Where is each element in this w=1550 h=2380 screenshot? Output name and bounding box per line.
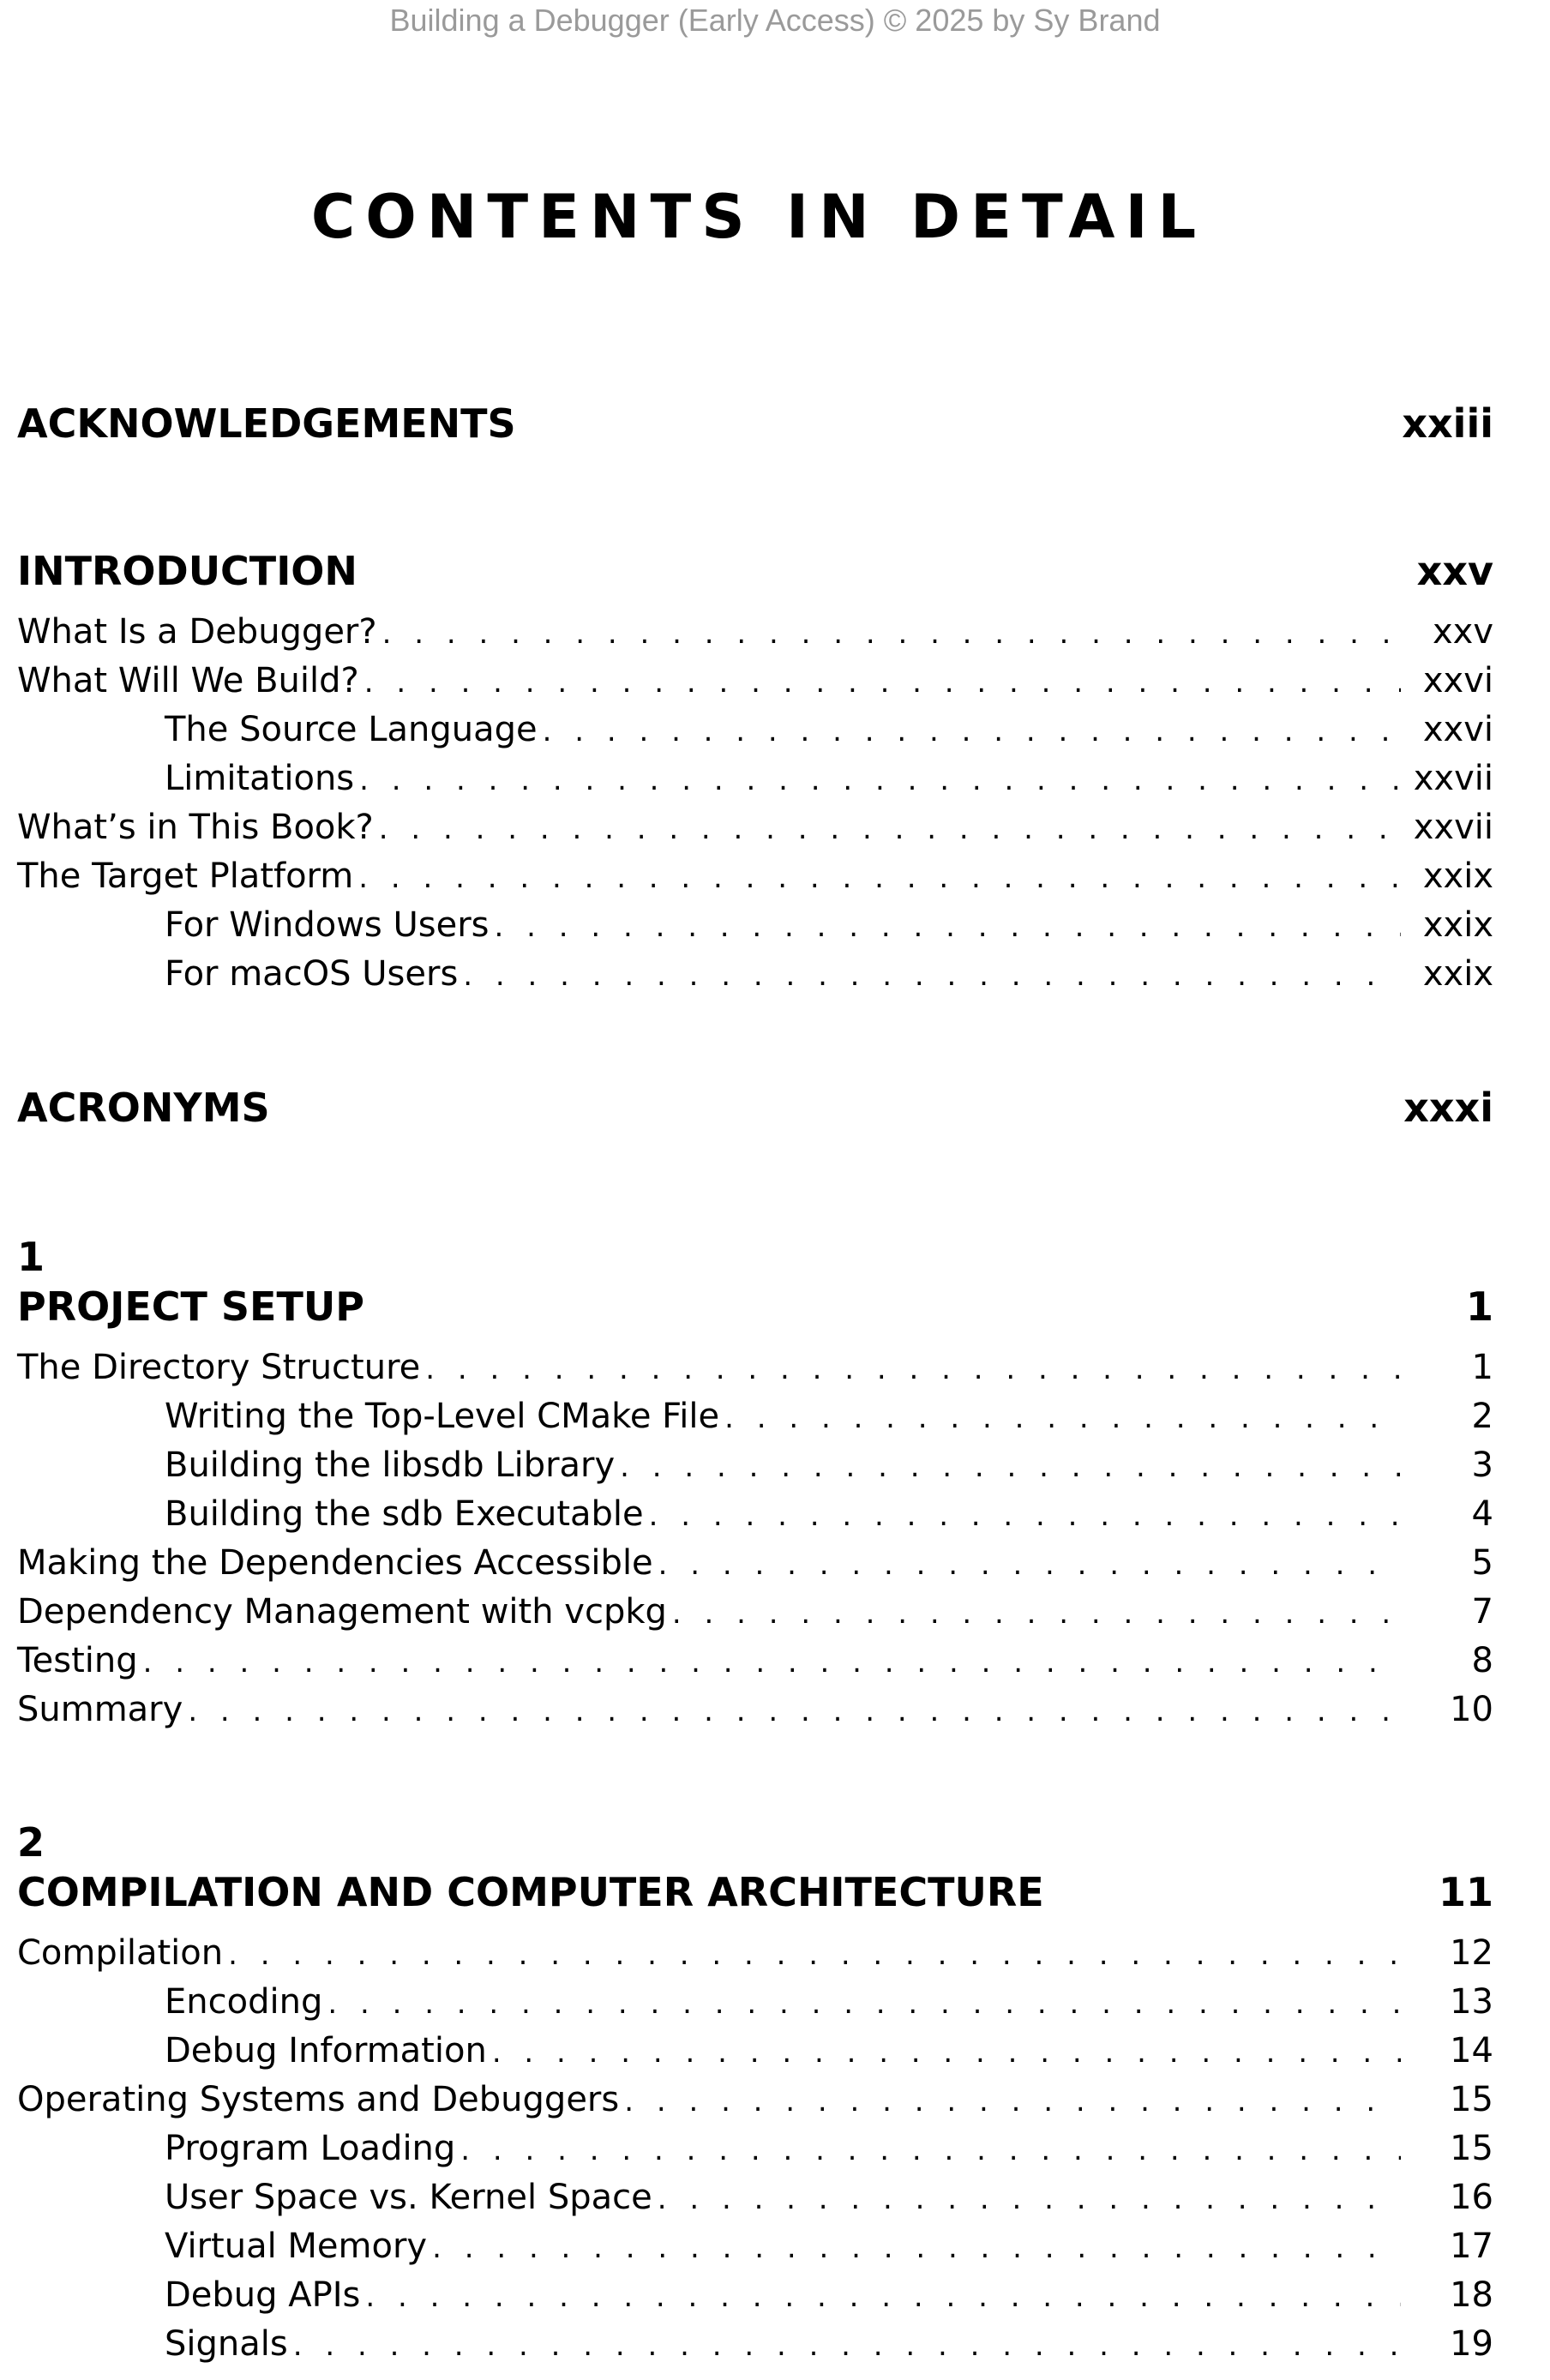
toc-chapter	[17, 545, 1493, 999]
dot-leader	[463, 952, 1401, 1001]
chapter-title: ACKNOWLEDGEMENTS	[17, 400, 516, 447]
watermark: Building a Debugger (Early Access) © 2025 by Sy Brand	[389, 3, 1161, 38]
chapter-page: xxv	[1416, 548, 1493, 594]
entry-page: xxvii	[1413, 759, 1493, 798]
dot-leader	[365, 2273, 1401, 2322]
entry-page: 12	[1450, 1933, 1493, 1973]
entry-title: Signals	[165, 2324, 288, 2364]
dot-leader	[620, 1443, 1401, 1492]
entry-title: Limitations	[165, 759, 355, 798]
entry-page: 8	[1471, 1641, 1493, 1680]
entry-title: The Source Language	[165, 710, 538, 749]
chapter-title: INTRODUCTION	[17, 548, 357, 594]
dot-leader	[492, 2028, 1401, 2077]
entry-page: 4	[1471, 1494, 1493, 1534]
toc-subentry[interactable]	[17, 2320, 1493, 2369]
entry-title: The Target Platform	[17, 856, 354, 896]
chapter-number: 1	[17, 1234, 45, 1280]
entry-title: Program Loading	[165, 2129, 456, 2168]
entry-page: xxv	[1432, 612, 1493, 652]
entry-page: 17	[1450, 2227, 1493, 2266]
toc-subentry[interactable]	[17, 2027, 1493, 2076]
entry-title: Virtual Memory	[165, 2227, 428, 2266]
toc-chapter	[17, 1233, 1493, 1734]
toc-subentry[interactable]	[17, 2173, 1493, 2222]
entry-title: The Directory Structure	[17, 1348, 421, 1387]
chapter-heading[interactable]	[17, 398, 1493, 449]
toc-subentry[interactable]	[17, 1978, 1493, 2027]
entry-page: xxix	[1422, 954, 1493, 994]
dot-leader	[649, 1492, 1401, 1541]
dot-leader	[658, 2175, 1401, 2224]
entry-page: 13	[1450, 1982, 1493, 2022]
dot-leader	[379, 805, 1401, 854]
toc-entry[interactable]	[17, 2076, 1493, 2125]
toc-chapter	[17, 1082, 1493, 1133]
dot-leader	[432, 2224, 1401, 2273]
dot-leader	[672, 1590, 1401, 1638]
toc-entry[interactable]	[17, 608, 1493, 657]
page-title: CONTENTS IN DETAIL	[310, 182, 1207, 252]
toc-entry[interactable]	[17, 1588, 1493, 1637]
entry-title: Writing the Top-Level CMake File	[165, 1397, 720, 1436]
toc-entry[interactable]	[17, 1637, 1493, 1686]
dot-leader	[359, 756, 1401, 805]
toc-subentry[interactable]	[17, 950, 1493, 999]
toc-subentry[interactable]	[17, 2222, 1493, 2271]
entry-page: xxvi	[1422, 710, 1493, 749]
entry-title: For Windows Users	[165, 905, 490, 945]
toc-entry[interactable]	[17, 1929, 1493, 1978]
entry-page: 19	[1450, 2324, 1493, 2364]
toc-subentry[interactable]	[17, 1441, 1493, 1490]
toc-subentry[interactable]	[17, 2125, 1493, 2173]
entry-title: What’s in This Book?	[17, 808, 374, 847]
chapter-page: xxiii	[1402, 400, 1493, 447]
toc-subentry[interactable]	[17, 706, 1493, 754]
chapter-title: PROJECT SETUP	[17, 1283, 364, 1330]
dot-leader	[228, 1931, 1401, 1980]
chapter-page: 11	[1438, 1869, 1493, 1915]
dot-leader	[658, 1541, 1401, 1590]
toc-subentry[interactable]	[17, 901, 1493, 950]
dot-leader	[543, 707, 1401, 756]
entry-page: xxvii	[1413, 808, 1493, 847]
entry-title: Building the sdb Executable	[165, 1494, 644, 1534]
toc-entry[interactable]	[17, 803, 1493, 852]
entry-title: Building the libsdb Library	[165, 1445, 616, 1485]
toc-entry[interactable]	[17, 1343, 1493, 1392]
toc-subentry[interactable]	[17, 1490, 1493, 1539]
entry-title: Dependency Management with vcpkg	[17, 1592, 667, 1632]
toc-entry[interactable]	[17, 1686, 1493, 1734]
dot-leader	[724, 1394, 1401, 1443]
chapter-number: 2	[17, 1819, 45, 1866]
dot-leader	[495, 903, 1402, 952]
dot-leader	[188, 1687, 1401, 1736]
entry-title: Operating Systems and Debuggers	[17, 2080, 620, 2119]
toc-chapter	[17, 398, 1493, 449]
dot-leader	[364, 658, 1401, 707]
entry-page: 14	[1450, 2031, 1493, 2070]
entry-page: 16	[1450, 2178, 1493, 2217]
entry-page: 2	[1471, 1397, 1493, 1436]
entry-title: Compilation	[17, 1933, 224, 1973]
toc-subentry[interactable]	[17, 754, 1493, 803]
toc-subentry[interactable]	[17, 1392, 1493, 1441]
chapter-page: 1	[1465, 1283, 1493, 1330]
entry-title: User Space vs. Kernel Space	[165, 2178, 652, 2217]
entry-page: 5	[1471, 1543, 1493, 1583]
entry-page: 3	[1471, 1445, 1493, 1485]
chapter-heading[interactable]	[17, 1866, 1493, 1918]
entry-title: Encoding	[165, 1982, 323, 2022]
dot-leader	[382, 610, 1401, 658]
entry-title: Debug Information	[165, 2031, 487, 2070]
entry-page: 10	[1450, 1690, 1493, 1729]
entry-page: xxix	[1422, 905, 1493, 945]
dot-leader	[327, 1980, 1401, 2028]
toc-entry[interactable]	[17, 657, 1493, 706]
entry-page: 7	[1471, 1592, 1493, 1632]
dot-leader	[624, 2077, 1401, 2126]
entry-title: Debug APIs	[165, 2275, 361, 2315]
chapter-title: ACRONYMS	[17, 1085, 270, 1131]
toc-entry[interactable]	[17, 1539, 1493, 1588]
entry-page: xxix	[1422, 856, 1493, 896]
entry-title: What Will We Build?	[17, 661, 359, 700]
entry-title: For macOS Users	[165, 954, 459, 994]
dot-leader	[358, 854, 1401, 903]
chapter-page: xxxi	[1403, 1085, 1493, 1131]
toc-chapter	[17, 1818, 1493, 2369]
entry-title: What Is a Debugger?	[17, 612, 377, 652]
chapter-heading[interactable]	[17, 1281, 1493, 1332]
toc-entry[interactable]	[17, 852, 1493, 901]
entry-page: 15	[1450, 2080, 1493, 2119]
entry-title: Summary	[17, 1690, 183, 1729]
entry-page: 18	[1450, 2275, 1493, 2315]
dot-leader	[460, 2126, 1401, 2175]
entry-page: xxvi	[1422, 661, 1493, 700]
dot-leader	[425, 1345, 1401, 1394]
entry-title: Testing	[17, 1641, 138, 1680]
entry-page: 1	[1471, 1348, 1493, 1387]
entry-title: Making the Dependencies Accessible	[17, 1543, 653, 1583]
chapter-heading[interactable]	[17, 1082, 1493, 1133]
chapter-heading[interactable]	[17, 545, 1493, 597]
entry-page: 15	[1450, 2129, 1493, 2168]
dot-leader	[143, 1638, 1401, 1687]
chapter-title: COMPILATION AND COMPUTER ARCHITECTURE	[17, 1869, 1044, 1915]
toc-subentry[interactable]	[17, 2271, 1493, 2320]
dot-leader	[293, 2322, 1401, 2371]
